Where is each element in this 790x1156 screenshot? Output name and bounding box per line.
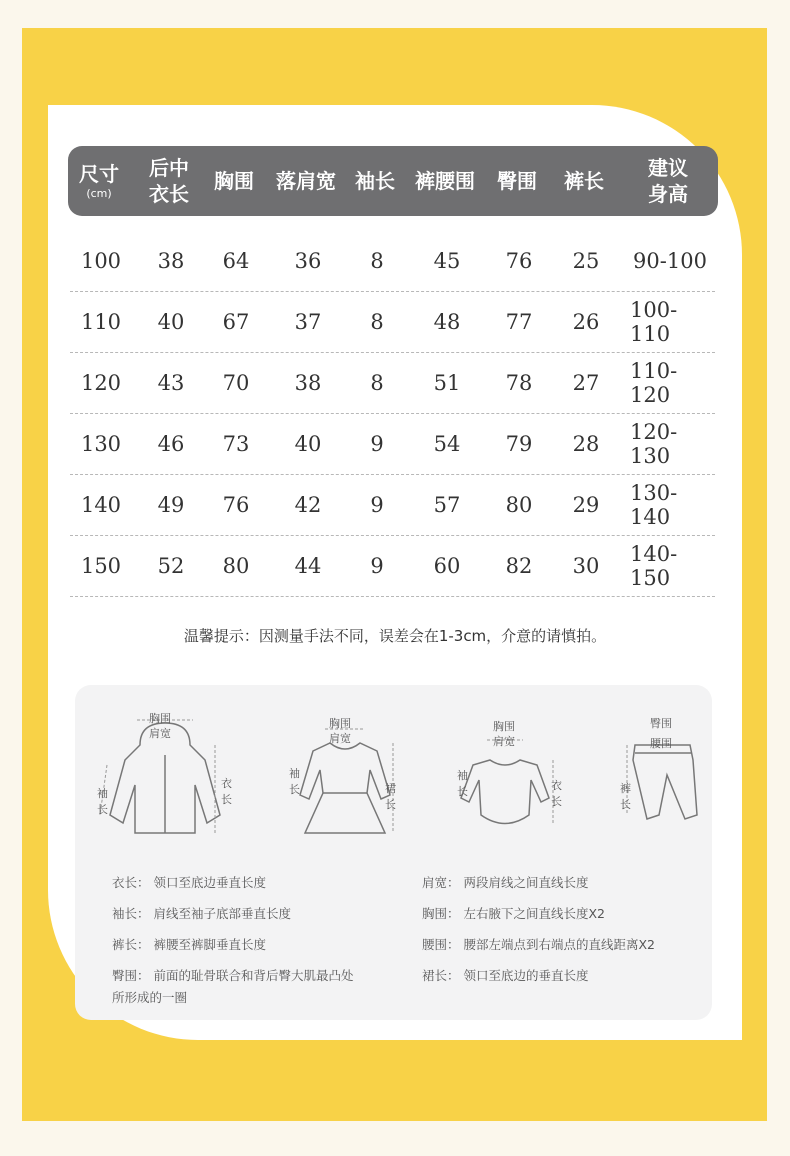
table-cell: 36	[294, 248, 322, 273]
pants-waist-label: 腰围	[650, 737, 672, 750]
table-cell: 64	[222, 248, 250, 273]
table-cell: 8	[370, 309, 384, 334]
table-cell: 76	[505, 248, 533, 273]
table-cell: 77	[505, 309, 533, 334]
table-cell: 9	[370, 431, 384, 456]
header-waist	[402, 146, 488, 216]
table-cell: 80	[222, 553, 250, 578]
table-cell: 120-130	[630, 419, 678, 468]
pants-hip-label: 臀围	[650, 717, 672, 730]
note-waist: 腰围： 腰部左端点到右端点的直线距离X2	[422, 937, 655, 952]
header-chest	[206, 146, 262, 216]
header-hip-label: 臀围	[497, 169, 537, 193]
table-row	[70, 230, 715, 292]
table-cell: 54	[433, 431, 461, 456]
header-back-length-l2: 衣长	[149, 182, 189, 206]
table-cell: 76	[222, 492, 250, 517]
table-row	[70, 352, 715, 414]
header-size	[68, 146, 130, 216]
dress-chest-label: 胸围	[329, 717, 351, 730]
jacket-chest-label: 胸围	[149, 712, 171, 725]
table-cell: 38	[294, 370, 322, 395]
table-cell: 70	[222, 370, 250, 395]
table-cell: 67	[222, 309, 250, 334]
table-cell: 25	[572, 248, 600, 273]
header-height-l1: 建议	[648, 156, 688, 180]
table-cell: 27	[572, 370, 600, 395]
table-cell: 57	[433, 492, 461, 517]
header-back-length-l1: 后中	[149, 156, 189, 180]
table-cell: 37	[294, 309, 322, 334]
table-cell: 44	[294, 553, 322, 578]
table-cell: 46	[157, 431, 185, 456]
table-cell: 110	[80, 309, 122, 334]
note-shoulder: 肩宽： 两段肩线之间直线长度	[422, 875, 589, 890]
table-cell: 9	[370, 492, 384, 517]
table-cell: 48	[433, 309, 461, 334]
header-size-label: 尺寸	[79, 162, 119, 186]
measurement-guide	[75, 685, 712, 1020]
table-cell: 150	[80, 553, 122, 578]
measurement-tip: 温馨提示：因测量手法不同，误差会在1-3cm，介意的请慎拍。	[183, 627, 607, 645]
header-chest-label: 胸围	[214, 169, 254, 193]
pants-length-label: 裤长	[620, 782, 631, 811]
header-size-unit: (cm)	[86, 187, 112, 200]
jacket-sleeve-label: 袖长	[97, 787, 108, 816]
pants-figure	[615, 715, 705, 835]
note-garment-length: 衣长： 领口至底边垂直长度	[112, 875, 266, 890]
header-pants-length	[552, 146, 616, 216]
table-row	[70, 535, 715, 597]
table-cell: 100-110	[630, 297, 678, 346]
table-cell: 51	[433, 370, 461, 395]
table-cell: 73	[222, 431, 250, 456]
note-sleeve-length: 袖长： 肩线至袖子底部垂直长度	[112, 906, 291, 921]
romper-chest-label: 胸围	[493, 720, 515, 733]
jacket-length-label: 衣长	[221, 777, 232, 806]
table-cell: 9	[370, 553, 384, 578]
header-shoulder	[262, 146, 350, 216]
table-row	[70, 474, 715, 536]
table-cell: 140	[80, 492, 122, 517]
table-row	[70, 413, 715, 475]
header-height-l2: 身高	[648, 182, 688, 206]
table-cell: 8	[370, 370, 384, 395]
note-hip: 臀围： 前面的耻骨联合和背后臀大肌最凸处	[112, 968, 354, 983]
table-cell: 42	[294, 492, 322, 517]
header-pants-length-label: 裤长	[564, 169, 604, 193]
table-cell: 90-100	[633, 248, 707, 273]
table-cell: 38	[157, 248, 185, 273]
dress-shoulder-label: 肩宽	[329, 732, 351, 745]
table-cell: 45	[433, 248, 461, 273]
note-hip-cont: 所形成的一圈	[112, 990, 188, 1005]
table-cell: 130	[80, 431, 122, 456]
table-cell: 49	[157, 492, 185, 517]
jacket-shoulder-label: 肩宽	[149, 727, 171, 740]
note-chest: 胸围： 左右腋下之间直线长度X2	[422, 906, 605, 921]
header-sleeve	[346, 146, 404, 216]
table-cell: 52	[157, 553, 185, 578]
table-cell: 28	[572, 431, 600, 456]
header-hip	[486, 146, 548, 216]
table-cell: 78	[505, 370, 533, 395]
table-cell: 26	[572, 309, 600, 334]
header-shoulder-label: 落肩宽	[276, 169, 336, 193]
table-cell: 8	[370, 248, 384, 273]
header-height	[628, 146, 708, 216]
dress-sleeve-label: 袖长	[289, 767, 300, 796]
table-row	[70, 291, 715, 353]
table-cell: 100	[80, 248, 122, 273]
table-cell: 130-140	[630, 480, 678, 529]
table-cell: 29	[572, 492, 600, 517]
header-back-length	[130, 146, 208, 216]
note-skirt-length: 裙长： 领口至底边的垂直长度	[422, 968, 589, 983]
table-cell: 60	[433, 553, 461, 578]
table-cell: 40	[157, 309, 185, 334]
table-cell: 80	[505, 492, 533, 517]
table-cell: 43	[157, 370, 185, 395]
header-waist-label: 裤腰围	[415, 169, 475, 193]
table-cell: 82	[505, 553, 533, 578]
table-cell: 30	[572, 553, 600, 578]
romper-shoulder-label: 肩宽	[493, 735, 515, 748]
romper-sleeve-label: 袖长	[457, 769, 468, 798]
size-table-header	[68, 146, 718, 216]
table-cell: 120	[80, 370, 122, 395]
table-cell: 79	[505, 431, 533, 456]
note-pants-length: 裤长： 裤腰至裤脚垂直长度	[112, 937, 266, 952]
header-sleeve-label: 袖长	[355, 169, 395, 193]
table-cell: 140-150	[630, 541, 678, 590]
dress-length-label: 裙长	[385, 782, 396, 811]
table-cell: 110-120	[630, 358, 678, 407]
table-cell: 40	[294, 431, 322, 456]
romper-length-label: 衣长	[551, 779, 562, 808]
